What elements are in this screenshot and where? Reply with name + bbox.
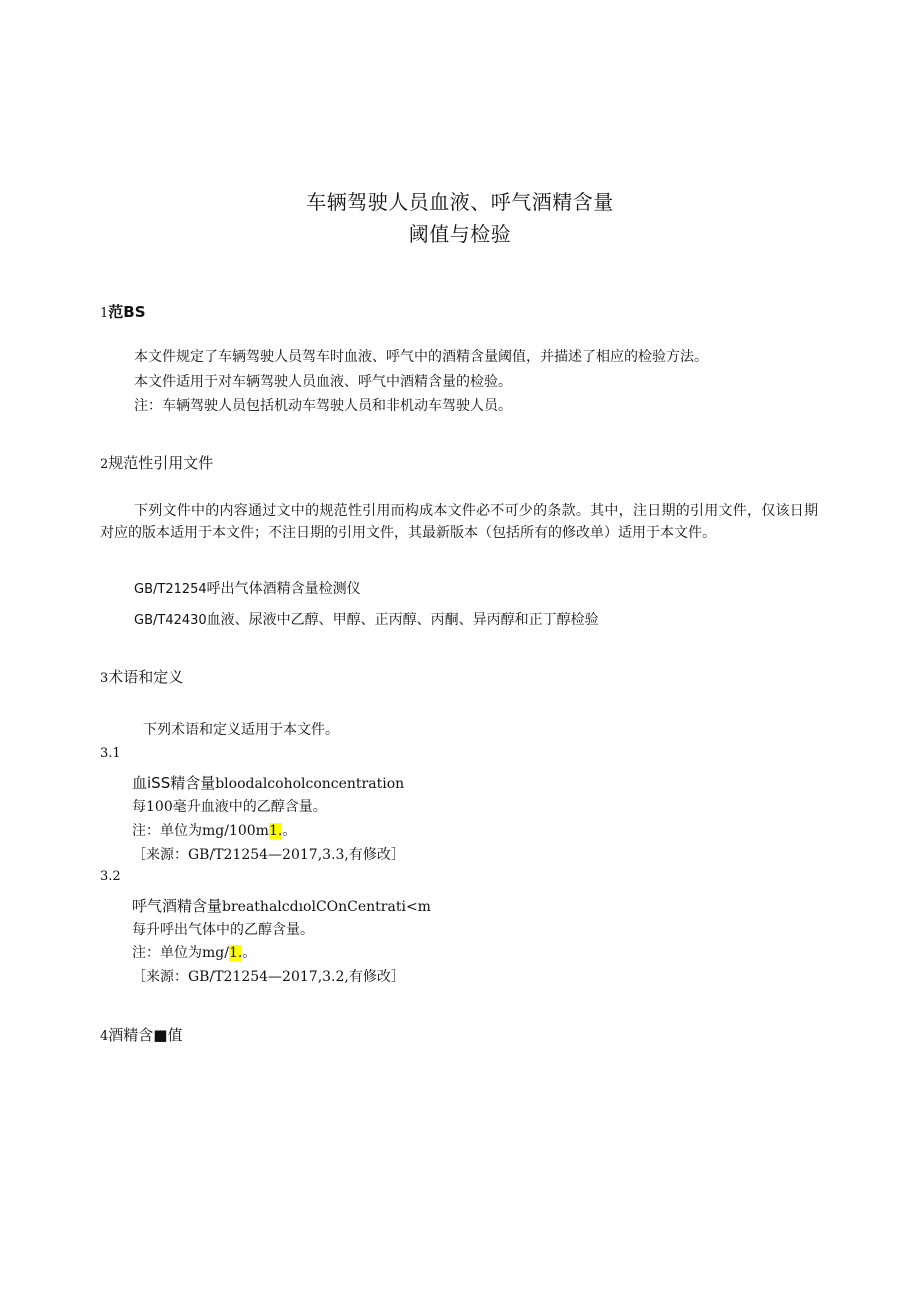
section-1-number: 1 (100, 306, 109, 321)
section-2-paragraph: 下列文件中的内容通过文中的规范性引用而构成本文件必不可少的条款。其中，注日期的引用文件，仅该日期对应的版本适用于本文件；不注日期的引用文件，其最新版本（包括所有的修改单）适用于本文件。 (100, 503, 818, 541)
term-3-2-heading (132, 895, 431, 916)
section-2-title: 规范性引用文件 (108, 454, 214, 472)
term-3-1-note-text: 注：单位为mg/100m (132, 823, 269, 839)
term-3-2-english: breathalcdıolCOnCentrati<m (222, 899, 431, 915)
term-3-1-note-end: 。 (282, 823, 297, 839)
term-3-1-source: ［来源：GB/T21254—2017,3.3,有修改］ (132, 847, 405, 863)
term-3-1-heading (132, 772, 404, 793)
reference-1-title: 呼出气体酒精含量检测仪 (206, 581, 361, 597)
term-3-1-definition: 每100毫升血液中的乙醇含量。 (132, 799, 327, 815)
term-3-1-chinese: 血iSS精含量 (132, 774, 216, 792)
term-3-2-note (132, 942, 256, 962)
section-1-title: 范BS (108, 303, 146, 321)
section-4-heading (100, 1024, 182, 1045)
section-3-number: 3 (100, 671, 109, 686)
reference-1-code: GB/T21254 (134, 582, 207, 597)
section-4-title: 酒精含■值 (108, 1026, 183, 1044)
document-title-line1: 车辆驾驶人员血液、呼气酒精含量 (306, 190, 614, 214)
term-3-2-definition: 每升呼出气体中的乙醇含量。 (132, 922, 314, 938)
term-3-1-note-highlight: 1. (268, 823, 283, 839)
reference-2-code: GB/T42430 (134, 613, 207, 628)
term-3-1-note (132, 820, 296, 840)
section-1-note: 注：车辆驾驶人员包括机动车驾驶人员和非机动车驾驶人员。 (134, 398, 512, 414)
section-3-heading (100, 666, 183, 687)
section-2-number: 2 (100, 457, 109, 472)
section-1-paragraph-2: 本文件适用于对车辆驾驶人员血液、呼气中酒精含量的检验。 (134, 374, 512, 390)
reference-item-1 (134, 578, 361, 598)
reference-item-2 (134, 609, 599, 629)
section-4-number: 4 (100, 1029, 109, 1044)
section-3-title: 术语和定义 (108, 668, 184, 686)
section-2-heading (100, 452, 213, 473)
term-3-2-note-end: 。 (242, 945, 257, 961)
term-3-2-source: ［来源：GB/T21254—2017,3.2,有修改］ (132, 969, 405, 985)
section-1-heading (100, 301, 146, 322)
section-1-paragraph-1: 本文件规定了车辆驾驶人员驾车时血液、呼气中的酒精含量阈值，并描述了相应的检验方法。 (134, 349, 708, 365)
term-3-2-chinese: 呼气酒精含量 (132, 897, 223, 915)
term-3-2-number: 3.2 (100, 869, 121, 884)
document-title-line2: 阈值与检验 (408, 222, 512, 246)
reference-2-title: 血液、尿液中乙醇、甲醇、正丙醇、丙酮、异丙醇和正丁醇检验 (206, 612, 599, 628)
section-3-intro: 下列术语和定义适用于本文件。 (143, 722, 339, 738)
term-3-2-note-highlight: 1. (228, 945, 243, 961)
term-3-1-number: 3.1 (100, 746, 121, 761)
term-3-2-note-text: 注：单位为mg/ (132, 945, 229, 961)
term-3-1-english: bloodalcoholconcentration (215, 776, 405, 792)
